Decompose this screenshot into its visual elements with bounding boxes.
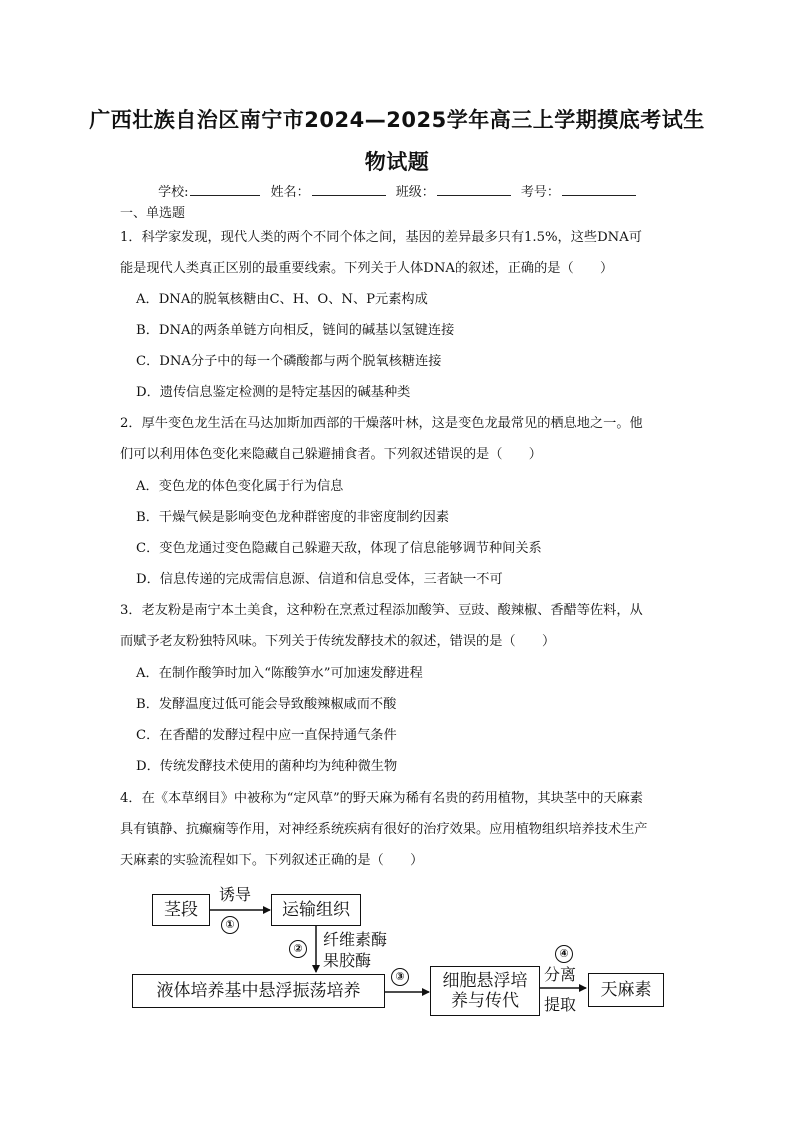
- question-2-line-1: 2．厚牛变色龙生活在马达加斯加西部的干燥落叶林，这是变色龙最常见的栖息地之一。他: [120, 416, 643, 431]
- school-label: 学校:: [158, 185, 189, 200]
- question-3-line-1: 3．老友粉是南宁本土美食，这种粉在烹煮过程添加酸笋、豆豉、酸辣椒、香醋等佐料，从: [120, 603, 643, 618]
- exam-title-line2: 物试题: [364, 150, 430, 174]
- question-3-option-d: D．传统发酵技术使用的菌种均为纯种微生物: [136, 759, 398, 774]
- question-1-option-d: D．遗传信息鉴定检测的是特定基因的碱基种类: [136, 385, 411, 400]
- step-3-marker: ③: [391, 968, 409, 986]
- step-1-marker: ①: [221, 916, 239, 934]
- question-3-option-b: B．发酵温度过低可能会导致酸辣椒咸而不酸: [136, 697, 397, 712]
- box-transport-tissue: 运输组织: [271, 894, 361, 926]
- section-title: 一、单选题: [120, 206, 186, 221]
- box-gastrodin: 天麻素: [588, 973, 664, 1007]
- question-3-line-2: 而赋予老友粉独特风味。下列关于传统发酵技术的叙述，错误的是（ ）: [120, 634, 556, 649]
- question-4-line-3: 天麻素的实验流程如下。下列叙述正确的是（ ）: [120, 853, 424, 868]
- question-2-option-b: B．干燥气候是影响变色龙种群密度的非密度制约因素: [136, 510, 450, 525]
- exam-title-line1: 广西壮族自治区南宁市2024—2025学年高三上学期摸底考试生: [89, 108, 705, 132]
- question-1-line-2: 能是现代人类真正区别的最重要线索。下列关于人体DNA的叙述，正确的是（ ）: [120, 261, 614, 276]
- label-extract: 提取: [544, 995, 577, 1014]
- name-label: 姓名：: [270, 185, 310, 200]
- step-4-marker: ④: [555, 945, 573, 963]
- question-2-option-a: A．变色龙的体色变化属于行为信息: [136, 479, 344, 494]
- box-stem: 茎段: [152, 894, 210, 926]
- question-1-option-a: A．DNA的脱氧核糖由C、H、O、N、P元素构成: [136, 292, 428, 307]
- label-separate: 分离: [544, 965, 577, 984]
- question-1-option-b: B．DNA的两条单链方向相反，链间的碱基以氢键连接: [136, 323, 455, 338]
- class-label: 班级：: [395, 185, 435, 200]
- question-2-line-2: 们可以利用体色变化来隐藏自己躲避捕食者。下列叙述错误的是（ ）: [120, 447, 542, 462]
- box-cell-suspension: [430, 966, 540, 1016]
- label-pectinase: 果胶酶: [323, 951, 372, 970]
- question-4-line-1: 4．在《本草纲目》中被称为“定风草”的野天麻为稀有名贵的药用植物，其块茎中的天麻素: [120, 791, 643, 806]
- exam-no-label: 考号：: [520, 185, 560, 200]
- question-4-line-2: 具有镇静、抗癫痫等作用，对神经系统疾病有很好的治疗效果。应用植物组织培养技术生产: [120, 822, 648, 837]
- box-liquid-culture: 液体培养基中悬浮振荡培养: [132, 974, 385, 1008]
- label-cellulase: 纤维素酶: [323, 930, 388, 949]
- question-2-option-d: D．信息传递的完成需信息源、信道和信息受体，三者缺一不可: [136, 572, 503, 587]
- step-2-marker: ②: [289, 940, 307, 958]
- question-3-option-c: C．在香醋的发酵过程中应一直保持通气条件: [136, 728, 397, 743]
- question-1-line-1: 1．科学家发现，现代人类的两个不同个体之间，基因的差异最多只有1.5%，这些DNA可: [120, 230, 642, 245]
- box-cell-suspension-line1: 细胞悬浮培: [442, 970, 528, 991]
- label-induce: 诱导: [219, 885, 252, 904]
- box-cell-suspension-line2: 养与传代: [451, 991, 519, 1011]
- question-3-option-a: A．在制作酸笋时加入“陈酸笋水”可加速发酵进程: [136, 666, 423, 681]
- question-1-option-c: C．DNA分子中的每一个磷酸都与两个脱氧核糖连接: [136, 354, 442, 369]
- question-2-option-c: C．变色龙通过变色隐藏自己躲避天敌，体现了信息能够调节种间关系: [136, 541, 542, 556]
